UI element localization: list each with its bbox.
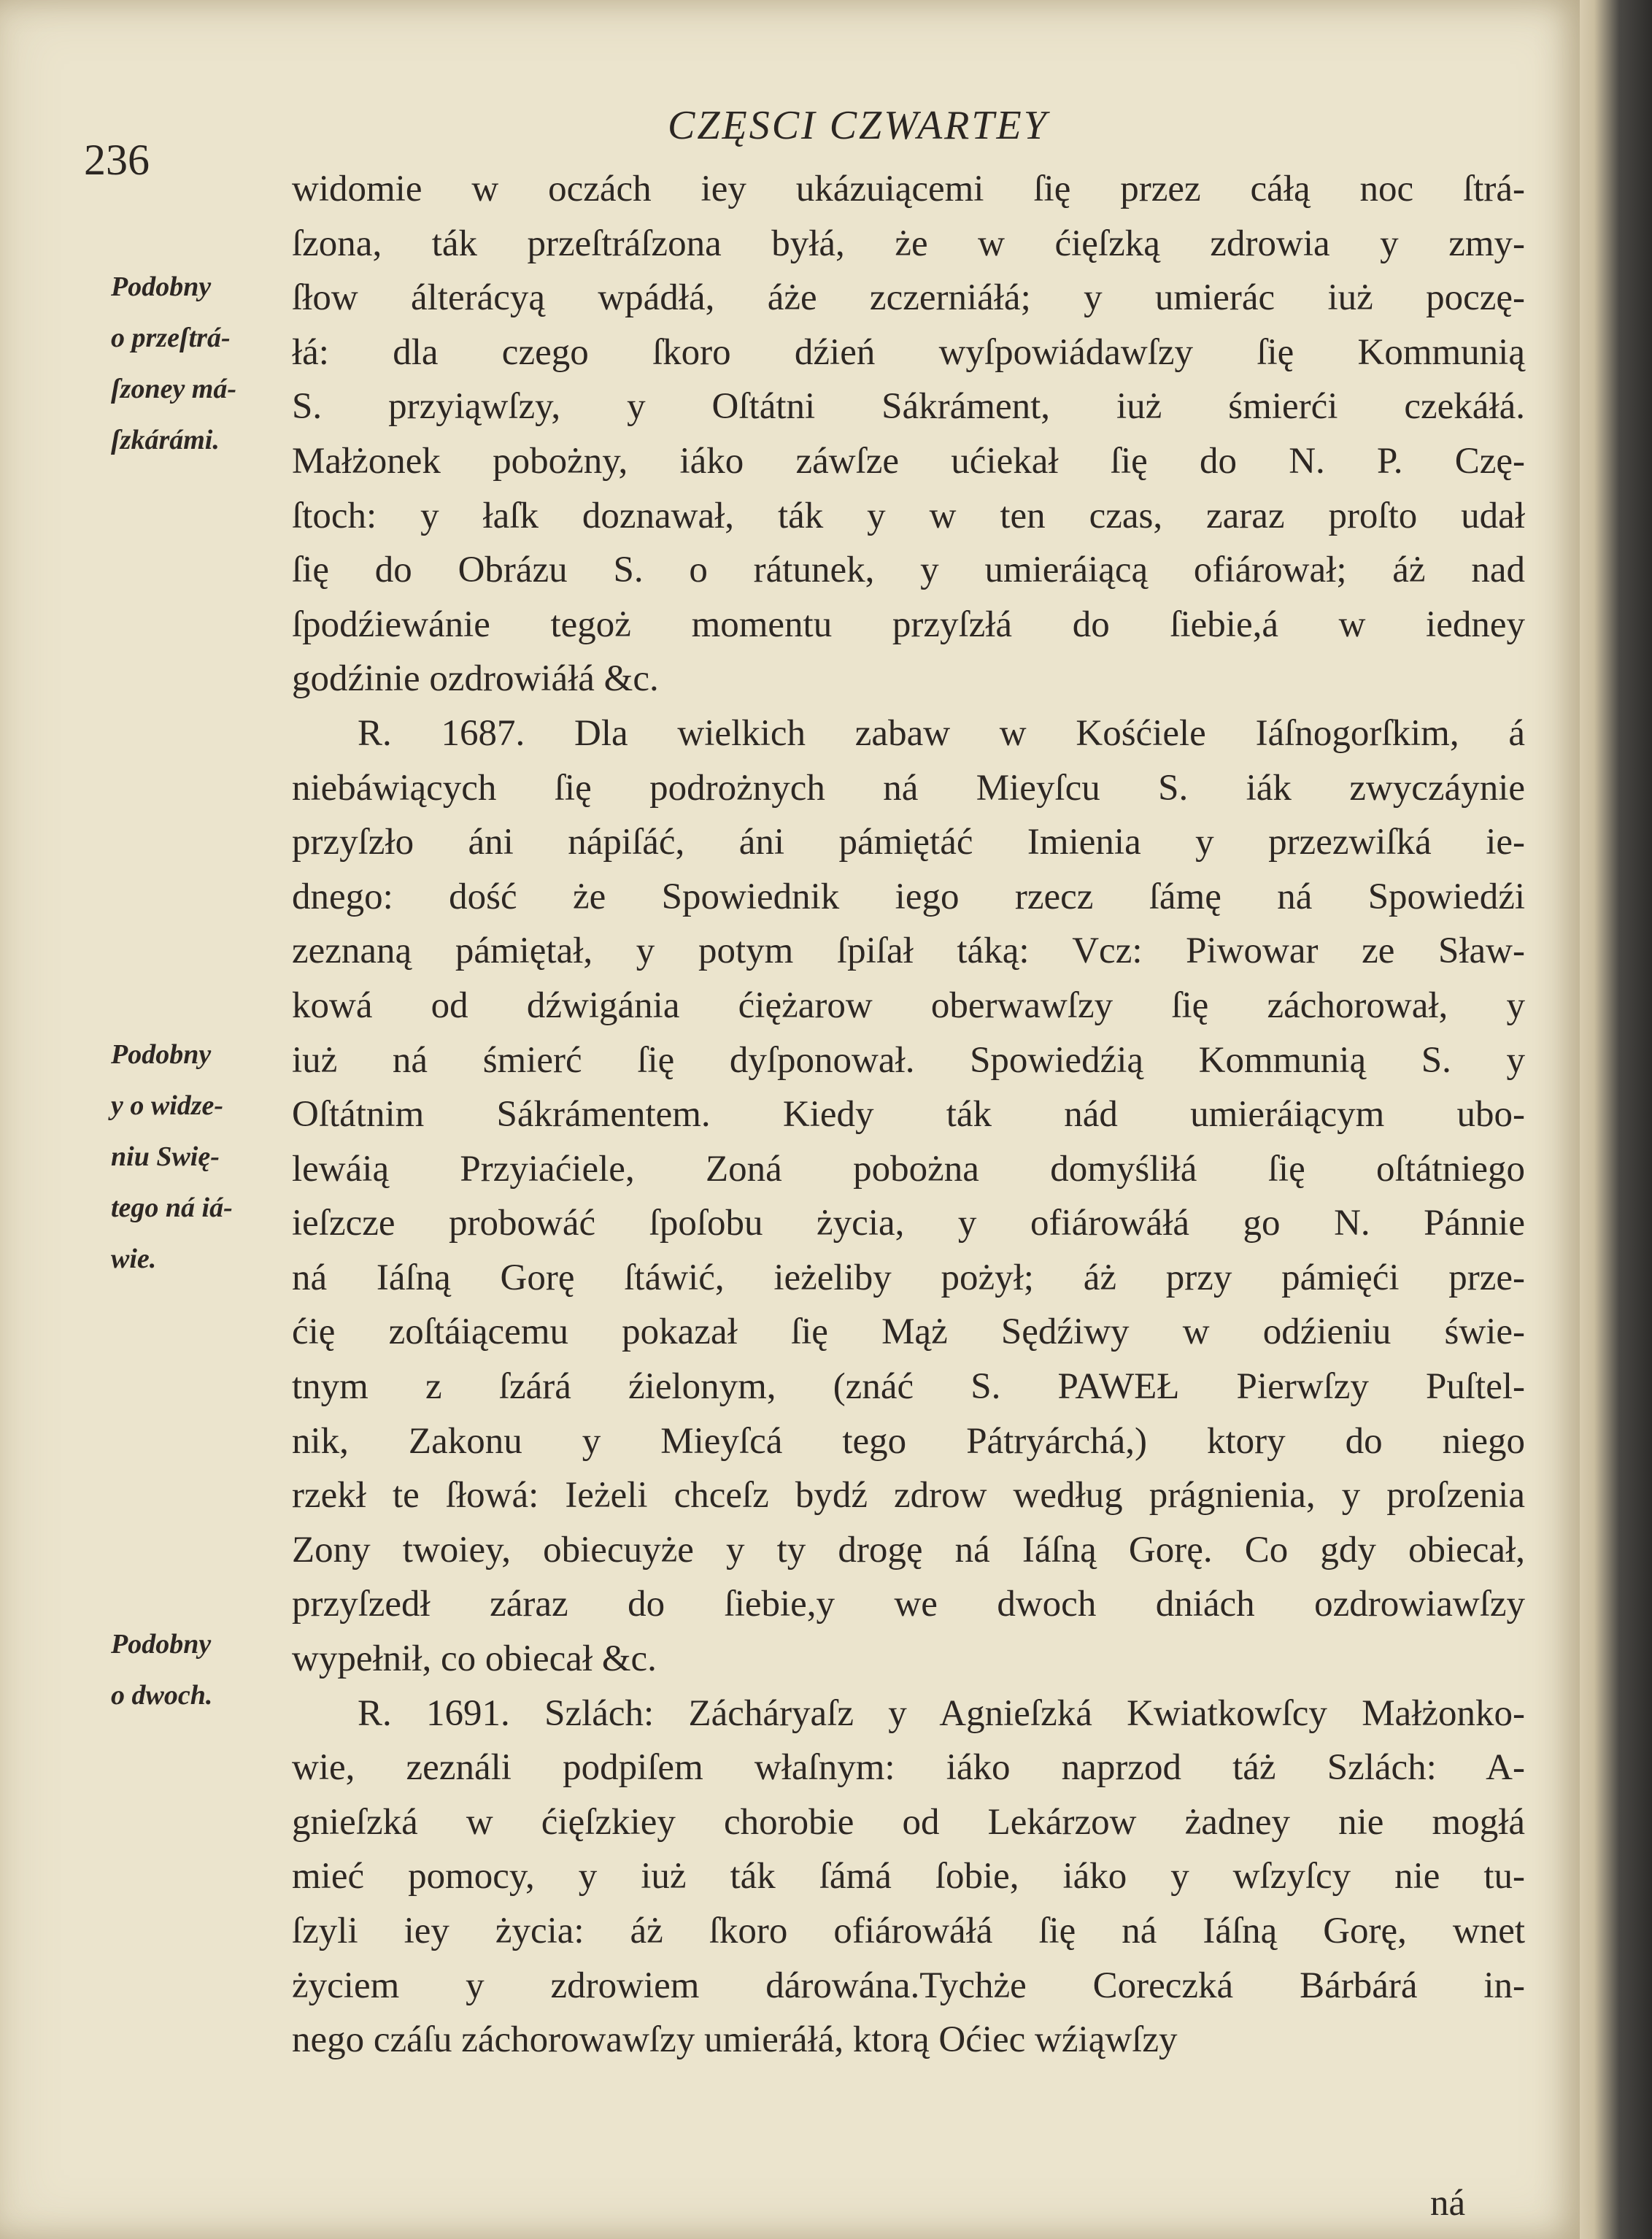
marginal-note [111, 261, 292, 466]
facing-page-edge [1580, 0, 1652, 2239]
marginal-note-line: wie. [111, 1244, 157, 1274]
text-line: Oſtátnim Sákrámentem. Kiedy ták nád umieráiącym ubo- [292, 1094, 1525, 1136]
text-line: widomie w oczách iey ukázuiącemi ſię przez cáłą noc ſtrá- [292, 169, 1525, 209]
marginal-note-line: niu Swię- [111, 1141, 220, 1172]
text-line: ná Iáſną Gorę ſtáwić, ieżeliby pożył; áż przy pámięći prze- [292, 1257, 1525, 1298]
text-line: dnego: dość że Spowiednik iego rzecz ſámę ná Spowiedźi [292, 876, 1525, 917]
marginal-note-line: Podobny [111, 1039, 212, 1070]
marginal-note [111, 1029, 292, 1284]
text-line: nego czáſu záchorowawſzy umieráłá, ktorą Oćiec wźiąwſzy [292, 2019, 1178, 2061]
running-head: CZĘSCI CZWARTEY [668, 103, 1049, 148]
text-line: ieſzcze probowáć ſpoſobu życia, y ofiárowáłá go N. Pánnie [292, 1203, 1525, 1244]
text-line: ſtoch: y łaſk doznawał, ták y w ten czas, zaraz proſto udał [292, 495, 1525, 536]
text-line: życiem y zdrowiem dárowána.Tychże Coreczká Bárbárá in- [292, 1965, 1525, 2006]
text-line: iuż ná śmierć ſię dyſponował. Spowiedźią Kommunią S. y [292, 1039, 1525, 1081]
text-line: tnym z ſzárá źielonym, (znáć S. PAWEŁ Pierwſzy Puſtel- [292, 1366, 1525, 1408]
text-line: gnieſzká w ćięſzkiey chorobie od Lekárzow żadney nie mogłá [292, 1801, 1525, 1843]
text-line: ſię do Obrázu S. o rátunek, y umieráiącą ofiárował; áż nad [292, 550, 1525, 591]
marginal-note-line: o przeſtrá- [111, 323, 231, 353]
text-line: przyſzedł záraz do ſiebie,y we dwoch dniách ozdrowiawſzy [292, 1584, 1525, 1625]
marginal-note-line: ſzoney má- [111, 374, 237, 404]
text-line: ſzona, ták przeſtráſzona byłá, że w ćięſzką zdrowia y zmy- [292, 223, 1525, 264]
marginal-note-line: ſzkárámi. [111, 425, 220, 455]
text-line: rzekł te ſłowá: Ieżeli chceſz bydź zdrow według prágnienia, y proſzenia [292, 1475, 1525, 1517]
text-line: ćię zoſtáiącemu pokazał ſię Mąż Sędźiwy w odźieniu świe- [292, 1311, 1525, 1353]
text-line: S. przyiąwſzy, y Oſtátni Sákráment, iuż śmierći czekáłá. [292, 386, 1525, 428]
text-line: R. 1691. Szlách: Zácháryaſz y Agnieſzká Kwiatkowſcy Małżonko- [358, 1692, 1525, 1734]
marginal-note-line: y o widze- [111, 1090, 224, 1121]
catchword: ná [1430, 2183, 1466, 2224]
text-line: wie, zeználi podpiſem właſnym: iáko naprzod táż Szlách: A- [292, 1747, 1525, 1789]
marginal-note-line: tego ná iá- [111, 1192, 233, 1223]
page-number: 236 [84, 136, 150, 184]
text-line: Małżonek pobożny, iáko záwſze ućiekał ſię do N. P. Czę- [292, 440, 1525, 482]
text-line: ſzyli iey życia: áż ſkoro ofiárowáłá ſię ná Iáſną Gorę, wnet [292, 1911, 1525, 1951]
text-line: ſłow álterácyą wpádłá, áże zczerniáłá; y umierác iuż poczę- [292, 277, 1525, 319]
marginal-note-line: Podobny [111, 1629, 212, 1660]
text-line: przyſzło áni nápiſáć, áni pámiętáć Imienia y przezwiſká ie- [292, 822, 1525, 863]
body-text [292, 162, 1525, 2067]
text-line: godźinie ozdrowiáłá &c. [292, 658, 659, 700]
marginal-note-line: o dwoch. [111, 1680, 213, 1711]
text-line: lewáią Przyiaćiele, Zoná pobożna domyśliłá ſię oſtátniego [292, 1148, 1525, 1190]
marginal-note-line: Podobny [111, 271, 212, 302]
text-line: łá: dla czego ſkoro dźień wyſpowiádawſzy ſię Kommunią [292, 331, 1525, 373]
text-line: Zony twoiey, obiecuyże y ty drogę ná Iáſną Gorę. Co gdy obiecał, [292, 1529, 1525, 1571]
text-line: zeznaną pámiętał, y potym ſpiſał táką: Vcz: Piwowar ze Sław- [292, 930, 1525, 972]
text-line: nik, Zakonu y Mieyſcá tego Pátryárchá,) ktory do niego [292, 1420, 1525, 1462]
text-line: wypełnił, co obiecał &c. [292, 1638, 657, 1680]
text-line: mieć pomocy, y iuż ták ſámá ſobie, iáko y wſzyſcy nie tu- [292, 1856, 1525, 1897]
text-line: R. 1687. Dla wielkich zabaw w Kośćiele Iáſnogorſkim, á [358, 712, 1525, 754]
marginal-note [111, 1619, 292, 1721]
text-line: kowá od dźwigánia ćiężarow oberwawſzy ſię záchorował, y [292, 984, 1525, 1026]
text-line: ſpodźiewánie tegoż momentu przyſzłá do ſiebie,á w iedney [292, 604, 1525, 645]
text-line: niebáwiących ſię podrożnych ná Mieyſcu S. iák zwyczáynie [292, 767, 1525, 809]
